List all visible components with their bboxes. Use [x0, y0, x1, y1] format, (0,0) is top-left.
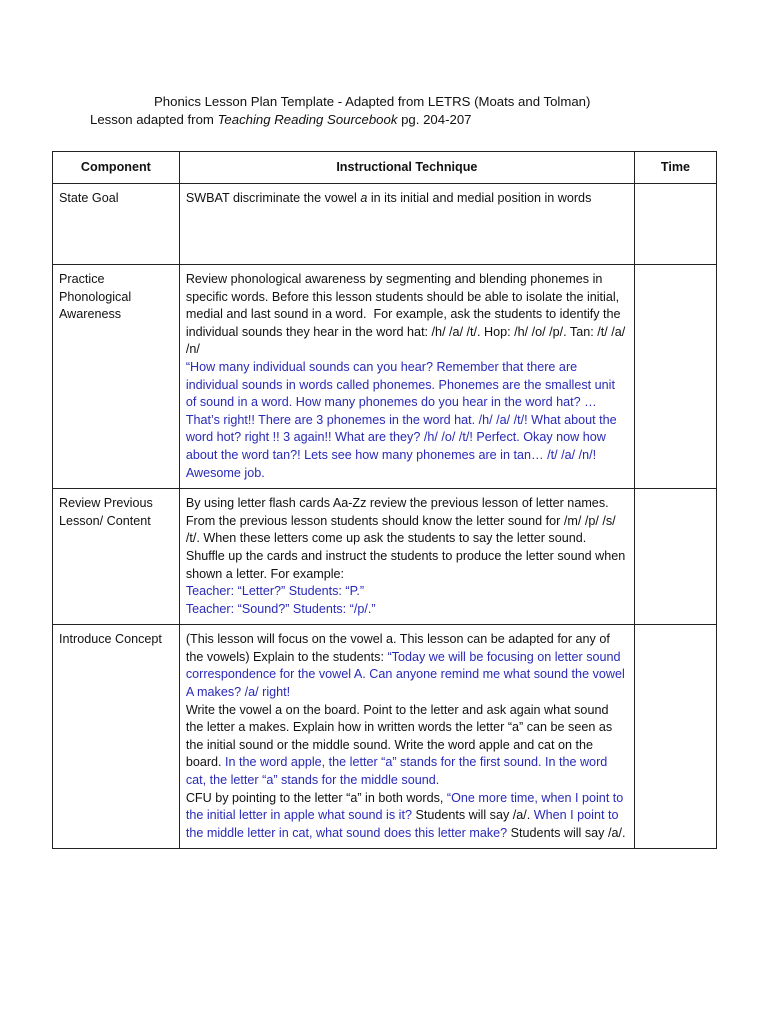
technique-text: (This lesson will focus on the vowel a. This lesson can be adapted for any of the vowels) Explain to the students: — [185, 632, 614, 664]
book-title: Teaching Reading Sourcebook — [217, 112, 398, 127]
technique-cell — [179, 265, 634, 489]
technique-cell — [179, 489, 634, 625]
table-header-row — [53, 152, 717, 184]
technique-text: Students will say /a/. — [411, 808, 534, 823]
teacher-script-text: Teacher: “Letter?” Students: “P.” Teacher: “Sound?” Students: “/p/.” — [185, 584, 376, 616]
book-pages: pg. 204-207 — [397, 112, 472, 127]
table-row-practice-phonological-awareness — [53, 265, 717, 489]
header-time: Time — [634, 152, 716, 184]
header-technique: Instructional Technique — [179, 152, 634, 184]
time-cell — [634, 489, 716, 625]
table-row-state-goal — [53, 184, 717, 265]
header-component: Component — [53, 152, 180, 184]
component-cell: Introduce Concept — [53, 625, 180, 849]
source-prefix: Lesson adapted from — [90, 112, 218, 127]
teacher-script-text: In the word apple, the letter “a” stands for the first sound. In the word cat, the letter “a” stands for the middle sound. — [185, 755, 611, 788]
document-title: Phonics Lesson Plan Template - Adapted from LETRS (Moats and Tolman) — [154, 94, 591, 109]
technique-cell — [179, 184, 634, 265]
teacher-script-text: “One more time, when I point to the initial letter in apple what sound is it? — [185, 790, 627, 823]
technique-text: SWBAT discriminate the vowel — [185, 191, 361, 205]
teacher-script-text: “Today we will be focusing on letter sound correspondence for the vowel A. Can anyone remind me what sound the vowel A makes? /a/ right! — [185, 649, 628, 700]
time-cell — [634, 625, 716, 849]
technique-text: Students will say /a/. — [507, 825, 626, 840]
technique-text: in its initial and medial position in words — [367, 191, 592, 205]
component-cell: Review Previous Lesson/ Content — [53, 489, 180, 625]
component-cell: State Goal — [53, 184, 180, 265]
teacher-script-text: When I point to the middle letter in cat, what sound does this letter make? — [185, 808, 622, 840]
time-cell — [634, 265, 716, 489]
time-cell — [634, 184, 716, 265]
technique-text: a — [360, 191, 368, 205]
technique-text: By using letter flash cards Aa-Zz review the previous lesson of letter names. From the previous lesson students should know the letter sound for /m/ /p/ /s/ /t/. When these letters come up ask the students to say the letter sound. Shuffle up the cards and instruct the students to produce the letter sound when shown a letter. For example: — [185, 496, 626, 581]
technique-cell — [179, 625, 634, 849]
source-line — [90, 111, 472, 128]
technique-text: Review phonological awareness by segmenting and blending phonemes in specific words. Before this lesson students should be able to isolate the initial, medial and last sound in a word. For example, ask the students to identify the individual sounds they hear in the word hat: /h/ /a/ /t/. Hop: /h/ /o/ /p/. Tan: /t/ /a/ /n/ — [185, 272, 626, 357]
table-row-introduce-concept — [53, 625, 717, 849]
table-row-review-previous-lesson — [53, 489, 717, 625]
lesson-plan-table — [52, 151, 717, 849]
technique-text: Write the vowel a on the board. Point to the letter and ask again what sound the letter a makes. Explain how in written words the letter “a” can be seen as the initial sound or the middle sound. Write the word apple and cat on the board. — [185, 702, 613, 770]
teacher-script-text: “How many individual sounds can you hear? Remember that there are individual sounds in words called phonemes. Phonemes are the smallest unit of sound in a word. How many phonemes do you hear in the word hat? … That’s right!! There are 3 phonemes in the word hat. /h/ /a/ /t/! What about the word hot? right !! 3 again!! What are they? /h/ /o/ /t/! Perfect. Okay now how about the word tan?! Lets see how many phonemes are in tan… /t/ /a/ /n/! Awesome job. — [185, 359, 621, 480]
technique-text: CFU by pointing to the letter “a” in both words, — [185, 790, 444, 805]
component-cell: Practice Phonological Awareness — [53, 265, 180, 489]
